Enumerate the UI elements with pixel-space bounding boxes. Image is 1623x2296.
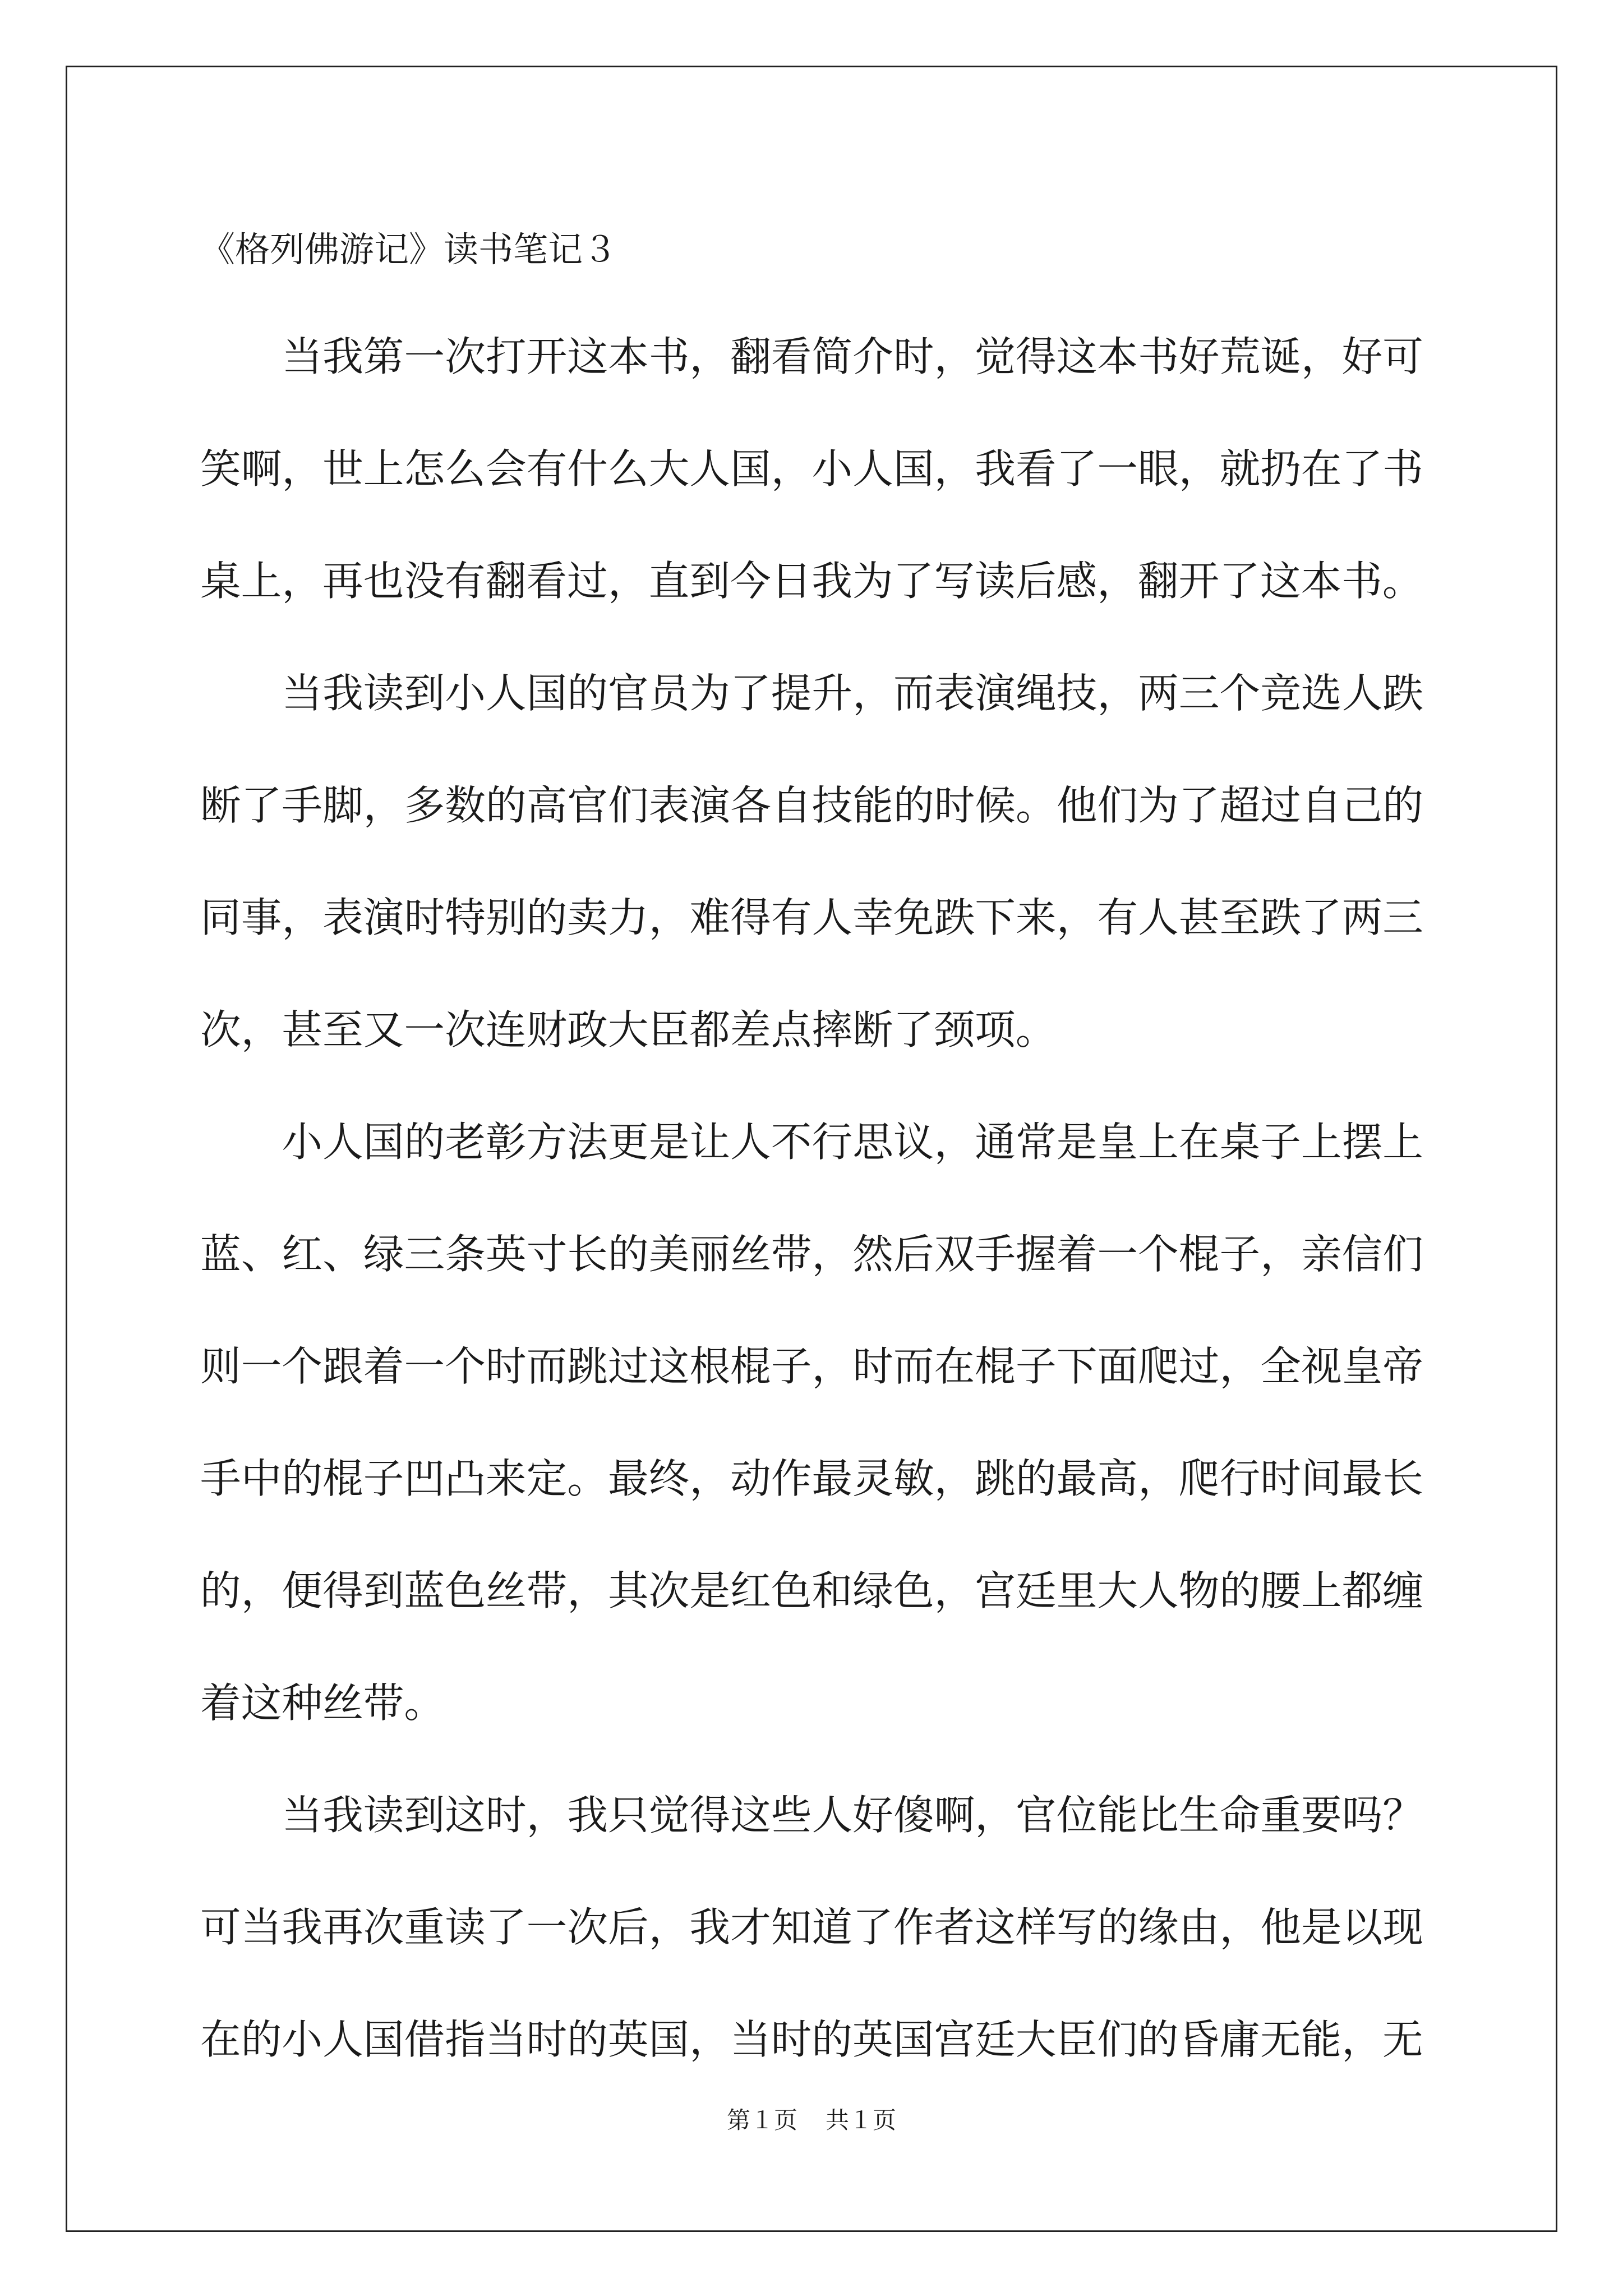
paragraph-4: 当我读到这时，我只觉得这些人好傻啊，官位能比生命重要吗？可当我再次重读了一次后，我才知道了作者这样写的缘由，他是以现在的小人国借指当时的英国，当时的英国宫廷大臣们的昏庸无能，无 — [200, 1792, 1423, 2064]
page-number-current: 第１页 — [726, 2106, 797, 2134]
document-body — [200, 301, 1423, 2096]
paragraph-1: 当我第一次打开这本书，翻看简介时，觉得这本书好荒诞，好可笑啊，世上怎么会有什么大人国，小人国，我看了一眼，就扔在了书桌上，再也没有翻看过，直到今日我为了写读后感，翻开了这本书。 — [200, 334, 1423, 605]
page-footer — [0, 2104, 1623, 2137]
page-number-total: 共１页 — [826, 2106, 897, 2134]
paragraph-3: 小人国的老彰方法更是让人不行思议，通常是皇上在桌子上摆上蓝、红、绿三条英寸长的美丽丝带，然后双手握着一个棍子，亲信们则一个跟着一个时而跳过这根棍子，时而在棍子下面爬过，全视皇帝手中的棍子凹凸来定。最终，动作最灵敏，跳的最高，爬行时间最长的，便得到蓝色丝带，其次是红色和绿色，宫廷里大人物的腰上都缠着这种丝带。 — [200, 1119, 1423, 1727]
document-title: 《格列佛游记》读书笔记３ — [200, 229, 618, 270]
paragraph-2: 当我读到小人国的官员为了提升，而表演绳技，两三个竞选人跌断了手脚，多数的高官们表演各自技能的时候。他们为了超过自己的同事，表演时特别的卖力，难得有人幸免跌下来，有人甚至跌了两三次，甚至又一次连财政大臣都差点摔断了颈项。 — [200, 670, 1423, 1054]
